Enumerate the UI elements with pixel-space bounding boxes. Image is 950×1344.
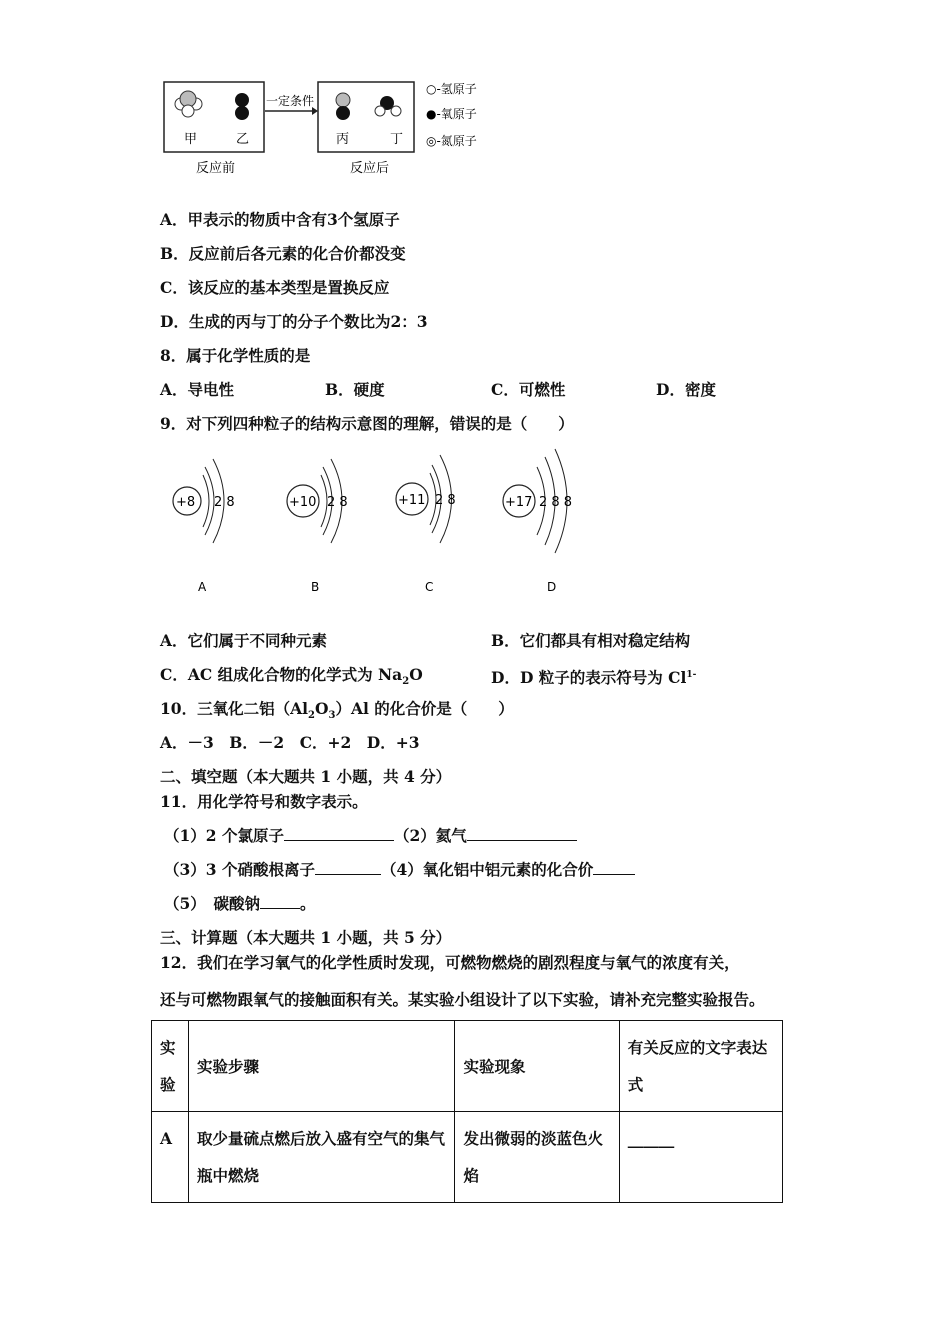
label-ding: 丁 [390, 132, 404, 147]
particle-d-nucleus: +17 [505, 495, 533, 510]
q9-option-d [491, 665, 696, 688]
particle-c-shells: 2 8 [435, 493, 456, 508]
q7-option-a: A．甲表示的物质中含有3个氢原子 [160, 210, 400, 229]
q8-option-a: A．导电性 [160, 380, 235, 399]
q9-option-b: B．它们都具有相对稳定结构 [491, 631, 691, 650]
q11-stem: 11．用化学符号和数字表示。 [160, 792, 368, 811]
label-jia: 甲 [184, 132, 198, 147]
particle-c-nucleus: +11 [398, 493, 426, 508]
q11-p1: （1）2 个氯原子 [164, 826, 284, 845]
legend-hydrogen: ○-氢原子 [426, 82, 477, 96]
q11-row3 [164, 894, 316, 914]
q10-stem [160, 699, 514, 726]
q11-p5-end: 。 [300, 894, 316, 913]
table-header-row [152, 1021, 783, 1112]
molecule-jia [175, 91, 202, 117]
q9-option-d-sup: 1- [686, 670, 697, 680]
q8-option-d: D．密度 [656, 380, 716, 399]
q10-sub1: 2 [308, 710, 315, 722]
row-a-phenomenon: 发出微弱的淡蓝色火焰 [455, 1112, 619, 1203]
q11-p3: （3）3 个硝酸根离子 [164, 860, 315, 879]
particle-b-label: B [311, 580, 320, 594]
label-bing: 丙 [336, 132, 350, 147]
header-step: 实验步骤 [189, 1021, 455, 1112]
q9-option-c [160, 665, 423, 692]
q11-p5-blank[interactable] [260, 894, 300, 909]
q8-option-c: C．可燃性 [491, 380, 566, 399]
particle-b-shells: 2 8 [327, 495, 348, 510]
q10-stem-pre: 10．三氧化二铝（Al [160, 699, 308, 718]
q7-option-d: D．生成的丙与丁的分子个数比为2：3 [160, 312, 428, 331]
particle-d-shells: 2 8 8 [539, 495, 573, 510]
q9-option-c-sub: 2 [402, 676, 410, 688]
reaction-diagram [160, 78, 500, 182]
experiment-table [151, 1020, 783, 1203]
q10-sub2: 3 [328, 710, 336, 722]
q11-p2: （2）氦气 [393, 826, 467, 845]
q10-stem-post: ）Al 的化合价是（ ） [335, 699, 514, 718]
section2-heading: 二、填空题（本大题共 1 小题，共 4 分） [160, 767, 452, 786]
caption-after: 反应后 [350, 161, 390, 176]
particle-b-nucleus: +10 [289, 495, 317, 510]
q7-option-c: C．该反应的基本类型是置换反应 [160, 278, 390, 297]
particle-c-label: C [425, 580, 434, 594]
header-phenomenon: 实验现象 [455, 1021, 619, 1112]
legend-nitrogen: ◎-氮原子 [426, 134, 477, 148]
q9-option-c-tail: O [409, 665, 423, 684]
header-expression: 有关反应的文字表达式 [619, 1021, 782, 1112]
q11-row1 [164, 826, 577, 846]
row-a-step: 取少量硫点燃后放入盛有空气的集气瓶中燃烧 [189, 1112, 455, 1203]
q12-line2: 还与可燃物跟氧气的接触面积有关。某实验小组设计了以下实验，请补充完整实验报告。 [160, 990, 765, 1009]
particle-b [287, 459, 348, 594]
particle-a-shells: 2 8 [214, 495, 235, 510]
label-yi: 乙 [236, 132, 250, 147]
table-row [152, 1112, 783, 1203]
q10-options: A．－3 B．－2 C．+2 D．+3 [160, 733, 420, 752]
molecule-ding [375, 96, 401, 116]
particle-a-label: A [198, 580, 207, 594]
arrow-label: 一定条件 [266, 94, 315, 108]
q11-p3-blank[interactable] [315, 860, 381, 875]
q9-option-c-text: C．AC 组成化合物的化学式为 Na [160, 665, 403, 684]
particle-d-label: D [547, 580, 557, 594]
header-experiment: 实验 [152, 1021, 189, 1112]
row-a-id: A [152, 1112, 189, 1203]
molecule-yi [235, 93, 249, 120]
q11-p5: （5） 碳酸钠 [164, 894, 261, 913]
atom-structure-diagrams [165, 445, 595, 600]
q11-p1-blank[interactable] [284, 826, 394, 841]
legend-oxygen: ●-氧原子 [426, 107, 477, 121]
particle-c [396, 455, 456, 594]
q11-p4-blank[interactable] [593, 860, 635, 875]
q11-p4: （4）氧化铝中铝元素的化合价 [380, 860, 594, 879]
q11-row2 [164, 860, 635, 880]
q7-option-b: B．反应前后各元素的化合价都没变 [160, 244, 406, 263]
row-a-expression[interactable]: ______ [619, 1112, 782, 1203]
q11-p2-blank[interactable] [467, 826, 577, 841]
section3-heading: 三、计算题（本大题共 1 小题，共 5 分） [160, 928, 452, 947]
q8-stem: 8．属于化学性质的是 [160, 346, 311, 365]
particle-d [503, 449, 572, 594]
q12-line1: 12．我们在学习氧气的化学性质时发现，可燃物燃烧的剧烈程度与氧气的浓度有关， [160, 953, 740, 972]
particle-a [173, 459, 235, 594]
molecule-bing [336, 93, 350, 120]
q10-stem-mid: O [314, 699, 329, 718]
q9-option-d-text: D．D 粒子的表示符号为 Cl [491, 668, 687, 688]
arrow-head-icon [312, 107, 318, 115]
particle-a-nucleus: +8 [176, 495, 196, 510]
q9-stem: 9．对下列四种粒子的结构示意图的理解，错误的是（ ） [160, 414, 574, 433]
q8-option-b: B．硬度 [325, 380, 385, 399]
caption-before: 反应前 [196, 161, 236, 176]
q9-option-a: A．它们属于不同种元素 [160, 631, 328, 650]
